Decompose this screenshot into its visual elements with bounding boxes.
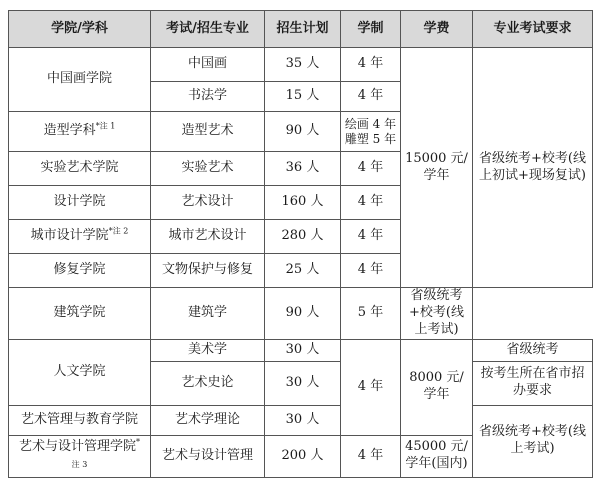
fee-cell: 15000 元/学年 [401, 48, 473, 288]
college-cell: 实验艺术学院 [9, 152, 151, 186]
header-fee: 学费 [401, 11, 473, 48]
plan-cell: 30 人 [265, 361, 341, 405]
college-cell: 中国画学院 [9, 48, 151, 112]
plan-cell: 25 人 [265, 254, 341, 288]
footnote-mark: 注 3 [71, 460, 88, 470]
major-cell: 书法学 [151, 82, 265, 112]
years-cell: 4 年 [341, 339, 401, 435]
fee-cell: 8000 元/学年 [401, 339, 473, 435]
years-cell: 4 年 [341, 82, 401, 112]
plan-cell: 90 人 [265, 112, 341, 152]
major-cell: 艺术史论 [151, 361, 265, 405]
major-cell: 建筑学 [151, 288, 265, 340]
college-cell: 艺术与设计管理学院* 注 3 [9, 435, 151, 477]
years-cell: 4 年 [341, 220, 401, 254]
table-row [9, 339, 593, 361]
plan-cell: 160 人 [265, 186, 341, 220]
plan-cell: 280 人 [265, 220, 341, 254]
college-cell: 艺术管理与教育学院 [9, 405, 151, 435]
admissions-table [8, 10, 593, 478]
header-years: 学制 [341, 11, 401, 48]
header-requirement: 专业考试要求 [473, 11, 593, 48]
plan-cell: 36 人 [265, 152, 341, 186]
requirement-cell: 按考生所在省市招办要求 [473, 361, 593, 405]
college-cell: 建筑学院 [9, 288, 151, 340]
requirement-cell: 省级统考+校考(线上初试+现场复试) [473, 48, 593, 288]
plan-cell: 15 人 [265, 82, 341, 112]
header-row [9, 11, 593, 48]
years-cell: 4 年 [341, 186, 401, 220]
plan-cell: 35 人 [265, 48, 341, 82]
table-row [9, 288, 593, 340]
table-row [9, 48, 593, 82]
major-cell: 艺术设计 [151, 186, 265, 220]
college-cell: 人文学院 [9, 339, 151, 405]
plan-cell: 30 人 [265, 405, 341, 435]
major-cell: 艺术学理论 [151, 405, 265, 435]
fee-cell: 45000 元/学年(国内) [401, 435, 473, 477]
plan-cell: 200 人 [265, 435, 341, 477]
plan-cell: 30 人 [265, 339, 341, 361]
table-row [9, 405, 593, 435]
years-cell: 4 年 [341, 254, 401, 288]
requirement-cell: 省级统考+校考(线上考试) [473, 405, 593, 477]
years-cell: 4 年 [341, 435, 401, 477]
plan-cell: 90 人 [265, 288, 341, 340]
college-cell: 造型学科$^{*注 1}$ [9, 112, 151, 152]
major-cell: 文物保护与修复 [151, 254, 265, 288]
college-cell: 城市设计学院$^{*注 2}$ [9, 220, 151, 254]
footnote-mark: *注 2 [108, 226, 129, 236]
footnote-mark: * [136, 437, 140, 447]
major-cell: 城市艺术设计 [151, 220, 265, 254]
college-cell: 修复学院 [9, 254, 151, 288]
major-cell: 艺术与设计管理 [151, 435, 265, 477]
major-cell: 中国画 [151, 48, 265, 82]
major-cell: 实验艺术 [151, 152, 265, 186]
college-cell: 设计学院 [9, 186, 151, 220]
years-cell: 绘画 4 年 雕塑 5 年 [341, 112, 401, 152]
major-cell: 美术学 [151, 339, 265, 361]
header-college: 学院/学科 [9, 11, 151, 48]
footnote-mark: *注 1 [95, 121, 116, 131]
header-major: 考试/招生专业 [151, 11, 265, 48]
years-cell: 5 年 [341, 288, 401, 340]
requirement-cell: 省级统考+校考(线上考试) [401, 288, 473, 340]
requirement-cell: 省级统考 [473, 339, 593, 361]
years-cell: 4 年 [341, 48, 401, 82]
years-cell: 4 年 [341, 152, 401, 186]
header-plan: 招生计划 [265, 11, 341, 48]
major-cell: 造型艺术 [151, 112, 265, 152]
